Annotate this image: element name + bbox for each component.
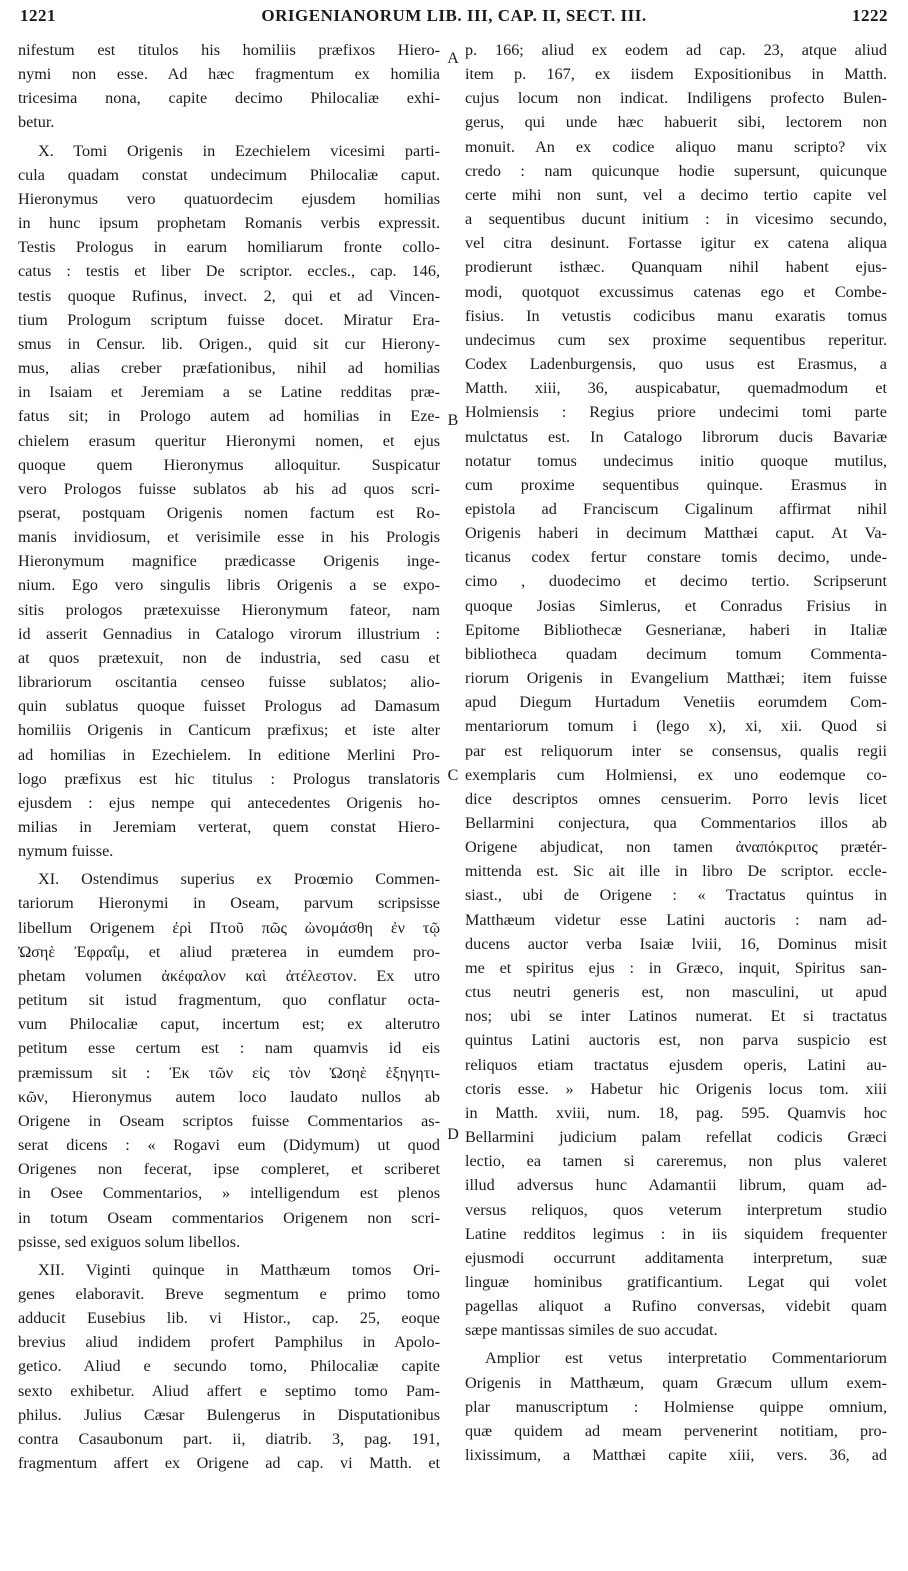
text-line: monuit. An ex codice aliquo manu scripto? vix	[465, 137, 887, 156]
text-line: Matthæum videtur esse Latini auctoris : nam ad-	[465, 910, 887, 929]
text-line: par est reliquorum inter se consensus, qualis regii	[465, 741, 887, 760]
text-line: ejusdem : ejus nempe qui antecedentes Origenis ho-	[18, 793, 440, 812]
text-line: at quos prætexuit, non de industria, sed casu et	[18, 648, 440, 667]
text-line: quoque quem Hieronymus alloquitur. Suspicatur	[18, 455, 440, 474]
text-line: fragmentum affert ex Origene ad cap. vi Matth. et	[18, 1454, 440, 1473]
text-line: Origenis in Matthæum, quam Græcum ullum exem-	[465, 1373, 887, 1392]
text-line: philus. Julius Cæsar Bulengerus in Disputationibus	[18, 1405, 440, 1424]
text-line: Origenis haberi in decimum Matthæi caput. At Va-	[465, 524, 887, 543]
text-line: mittenda est. Sic ait ille in libro De scriptor. eccle-	[465, 862, 887, 881]
text-line: tariorum Hieronymi in Oseam, parvum scripsisse	[18, 894, 440, 913]
text-line: in Matth. xviii, num. 18, pag. 595. Quamvis hoc	[465, 1103, 887, 1122]
text-line: pserat, postquam Origenis nomen factum est Ro-	[18, 503, 440, 522]
text-line: cula quadam constat undecimum Philocaliæ caput.	[18, 165, 440, 184]
text-line: nymi non esse. Ad hæc fragmentum ex homilia	[18, 65, 440, 84]
text-line: reliquos etiam tractatus ejusdem operis, Latini au-	[465, 1055, 887, 1074]
text-line: Bellarmini judicium palam refellat codicis Græci	[465, 1128, 887, 1147]
text-line: pagellas aliquot a Rufino conversas, videbit quam	[465, 1297, 887, 1316]
text-line: p. 166; aliud ex eodem ad cap. 23, atque aliud	[465, 41, 887, 59]
text-line: XII. Viginti quinque in Matthæum tomos Ori-	[38, 1260, 440, 1279]
text-line: præmissum sit : Ἐκ τῶν εἰς τὸν Ὠσηὲ ἐξηγητι-	[18, 1063, 440, 1082]
text-line: smus in Censur. lib. Origen., quid sit cur Hierony-	[18, 334, 440, 353]
text-line: Testis Prologus in earum homiliarum fronte collo-	[18, 238, 440, 257]
text-line: Origene abjudicat, non tamen ἀναπόκριτος prætér-	[465, 838, 887, 857]
text-line: Origenes non fecerat, ipse compleret, et scriberet	[18, 1160, 440, 1179]
text-line: cimo , duodecimo et decimo tertio. Scripserunt	[465, 572, 887, 591]
text-line: cum proxime sequentibus quinque. Erasmus in	[465, 475, 887, 494]
text-line: tricesima nona, capite decimo Philocaliæ exhi-	[18, 89, 440, 108]
text-line: genes elaboravit. Breve segmentum e primo tomo	[18, 1284, 440, 1303]
right-column	[465, 38, 887, 1467]
text-line: in Isaiam et Jeremiam a se Latine redditas præ-	[18, 383, 440, 402]
text-line: vel citra desinunt. Fortasse igitur ex catena aliqua	[465, 234, 887, 253]
text-line: catus : testis et liber De scriptor. eccles., cap. 146,	[18, 262, 440, 281]
text-line: illud adversus hunc Adamantii librum, quam ad-	[465, 1176, 887, 1195]
text-line: me et spiritus ejus : in Græco, inquit, Spiritus san-	[465, 958, 887, 977]
text-line: quin sublatus quoque fuisset Prologus ad Damasum	[18, 697, 440, 716]
text-line: fisius. In vetustis codicibus manu exaratis tomus	[465, 306, 887, 325]
text-line: librariorum oscitantia censeo fuisse sublatos; alio-	[18, 673, 440, 692]
running-header	[20, 6, 888, 30]
text-line: sitis prologos prætexuisse Hieronymum fateor, nam	[18, 600, 440, 619]
text-line: manis invidiosum, et verisimile esse in his Prologis	[18, 528, 440, 547]
text-line: in Osee Commentarios, » intelligendum est plenos	[18, 1184, 440, 1203]
text-line: exemplaris cum Holmiensi, ex uno eodemque co-	[465, 765, 887, 784]
margin-marker-c: C	[447, 767, 459, 784]
text-line: bibliotheca quadam decimum tomum Commenta-	[465, 644, 887, 663]
text-line: epistola ad Franciscum Cigalinum affirmat nihil	[465, 499, 887, 518]
text-line: getico. Aliud e secundo tomo, Philocaliæ capite	[18, 1357, 440, 1376]
text-line: plar manuscriptum : Holmiense quippe omnium,	[465, 1397, 887, 1416]
page-number-right: 1222	[852, 6, 888, 25]
text-line: fatus sit; in Prologo autem ad homilias in Eze-	[18, 407, 440, 426]
text-line: ejusmodi occurrunt additamenta interpretum, suæ	[465, 1248, 887, 1267]
text-line: nymum fuisse.	[18, 842, 114, 861]
text-line: Latine redditos legimus : in iis siquidem frequenter	[465, 1224, 887, 1243]
text-line: a sequentibus ducunt initium : in vicesimo secundo,	[465, 210, 887, 229]
text-line: mentariorum tomum i (lego x), xi, xii. Quod si	[465, 717, 887, 736]
text-line: XI. Ostendimus superius ex Proœmio Commen-	[38, 870, 440, 889]
text-line: lixissimum, a Matthæi capite xiii, vers. 36, ad	[465, 1446, 887, 1465]
text-line: psisse, sed exiguos solum libellos.	[18, 1232, 241, 1251]
text-line: contra Casaubonum part. ii, diatrib. 3, pag. 191,	[18, 1429, 440, 1448]
text-line: Bellarmini conjectura, qua Commentarios illos ab	[465, 814, 887, 832]
text-line: ad homilias in Ezechielem. In editione Merlini Pro-	[18, 745, 440, 764]
text-line: riorum Origenis in Evangelium Matthæi; item fuisse	[465, 669, 887, 688]
text-line: vum Philocaliæ caput, incertum est; ex alterutro	[18, 1015, 440, 1034]
text-line: Amplior est vetus interpretatio Commentariorum	[485, 1349, 887, 1368]
text-line: nium. Ego vero singulis libris Origenis a se expo-	[18, 576, 440, 595]
text-line: quæ quidem ad meam pervenerint notitiam, pro-	[465, 1421, 887, 1440]
text-line: lectio, ea tamen si careremus, non plus valeret	[465, 1152, 887, 1171]
margin-marker-b: B	[447, 412, 459, 429]
text-line: Hieronymum magnifice prædicasse Origenis inge-	[18, 552, 440, 571]
left-column	[18, 38, 440, 1475]
text-line: ctus neutri generis est, non masculini, ut apud	[465, 983, 887, 1002]
text-line: mus, alias creber præfationibus, nihil ad homilias	[18, 359, 440, 378]
text-line: dice descriptos omnes censuerim. Porro levis licet	[465, 789, 887, 808]
text-line: nifestum est titulos his homiliis præfixos Hiero-	[18, 41, 440, 59]
text-line: linguæ hominibus gratificantium. Legat qui volet	[465, 1272, 887, 1291]
text-line: milias in Jeremiam verterat, quem constat Hiero-	[18, 818, 440, 836]
margin-marker-d: D	[447, 1126, 459, 1143]
text-line: quoque Josias Simlerus, et Conradus Frisius in	[465, 596, 887, 615]
text-line: testis quoque Rufinus, invect. 2, qui et ad Vincen-	[18, 286, 440, 305]
text-line: undecimus cum sex proxime sequentibus reperitur.	[465, 330, 887, 349]
running-title: ORIGENIANORUM LIB. III, CAP. II, SECT. III.	[261, 6, 647, 25]
page-number-left: 1221	[20, 6, 56, 25]
text-line: versus reliquos, quos veterum interpretum studio	[465, 1200, 887, 1219]
text-line: adducit Eusebius lib. vi Histor., cap. 25, eoque	[18, 1309, 440, 1328]
text-line: Origene in Oseam scriptos fuisse Commentarios as-	[18, 1111, 440, 1130]
text-line: ctoris esse. » Habetur hic Origenis locus tom. xiii	[465, 1079, 887, 1098]
text-line: modi, quotquot excussimus catenas ego et Combe-	[465, 282, 887, 301]
text-line: cujus locum non indicat. Indiligens profecto Bulen-	[465, 89, 887, 108]
text-line: notatur tomus undecimus initio quoque mutilus,	[465, 451, 887, 470]
text-line: quintus Latini auctoris est, non parva suspicio est	[465, 1031, 887, 1050]
text-line: prodierunt isthæc. Quanquam nihil habent ejus-	[465, 258, 887, 277]
text-line: nos; ubi se inter Latinos numerat. Et si tractatus	[465, 1007, 887, 1026]
text-line: sexto exhibetur. Aliud affert e septimo tomo Pam-	[18, 1381, 440, 1400]
text-line: κῶν, Hieronymus autem loco laudato nullos ab	[18, 1087, 440, 1106]
text-line: Holmiensis : Regius priore undecimi tomi parte	[465, 403, 887, 422]
text-line: betur.	[18, 113, 55, 132]
text-line: vero Prologos fuisse sublatos ab his ad quos scri-	[18, 479, 440, 498]
text-line: certe mihi non sunt, vel a decimo tertio capite vel	[465, 185, 887, 204]
text-line: petitum esse certum est : nam quamvis id eis	[18, 1039, 440, 1058]
text-line: Epitome Bibliothecæ Gesnerianæ, haberi in Italiæ	[465, 620, 887, 639]
text-line: Matth. xiii, 36, auspicabatur, quemadmodum et	[465, 379, 887, 398]
text-line: Hieronymus vero quatuordecim ejusdem homilias	[18, 189, 440, 208]
text-line: phetam volumen ἀκέφαλον καὶ ἀτέλεστον. Ex utro	[18, 966, 440, 985]
text-line: credo : nam quicunque hodie supersunt, quicunque	[465, 161, 887, 180]
text-line: brevius aliud indidem profert Pamphilus in Apolo-	[18, 1333, 440, 1352]
text-line: in totum Oseam commentarios Origenem non scri-	[18, 1208, 440, 1227]
text-line: libellum Origenem ἐρὶ Πτοῦ πῶς ὠνομάσθη ἐν τῷ	[18, 918, 440, 937]
text-line: X. Tomi Origenis in Ezechielem vicesimi parti-	[38, 141, 440, 160]
text-line: apud Diegum Hurtadum Venetiis eorumdem Com-	[465, 693, 887, 712]
text-line: Codex Ladenburgensis, quo usus est Erasmus, a	[465, 355, 887, 374]
text-line: id asserit Gennadius in Catalogo virorum illustrium :	[18, 624, 440, 643]
text-line: ticanus codex fertur constare tomis decimo, unde-	[465, 548, 887, 567]
text-line: Ὠσηὲ Ἐφραΐμ, et aliud præterea in eumdem pro-	[18, 942, 440, 961]
text-line: tium Prologum scriptum fuisse docet. Miratur Era-	[18, 310, 440, 329]
text-line: in hunc ipsum prophetam Romanis verbis expressit.	[18, 214, 440, 233]
margin-marker-a: A	[447, 50, 459, 67]
text-line: serat dicens : « Rogavi eum (Didymum) ut quod	[18, 1136, 440, 1155]
text-line: mulctatus est. In Catalogo librorum ducis Bavariæ	[465, 427, 887, 446]
text-line: homiliis Origenis in Canticum præfixus; et iste alter	[18, 721, 440, 740]
text-line: siast., ubi de Origene : « Tractatus quintus in	[465, 886, 887, 905]
text-line: sæpe mantissas similes de suo accudat.	[465, 1321, 718, 1340]
text-line: chielem erasum queritur Hieronymi nomen, et ejus	[18, 431, 440, 450]
text-line: logo præfixus est hic titulus : Prologus translatoris	[18, 769, 440, 788]
text-line: petitum sit istud fragmentum, quo conflatur octa-	[18, 991, 440, 1010]
text-line: gerus, qui unde hæc habuerit sibi, lectorem non	[465, 113, 887, 132]
text-line: item p. 167, ex iisdem Expositionibus in Matth.	[465, 65, 887, 84]
text-line: ducens auctor verba Isaiæ lviii, 16, Dominus misit	[465, 934, 887, 953]
